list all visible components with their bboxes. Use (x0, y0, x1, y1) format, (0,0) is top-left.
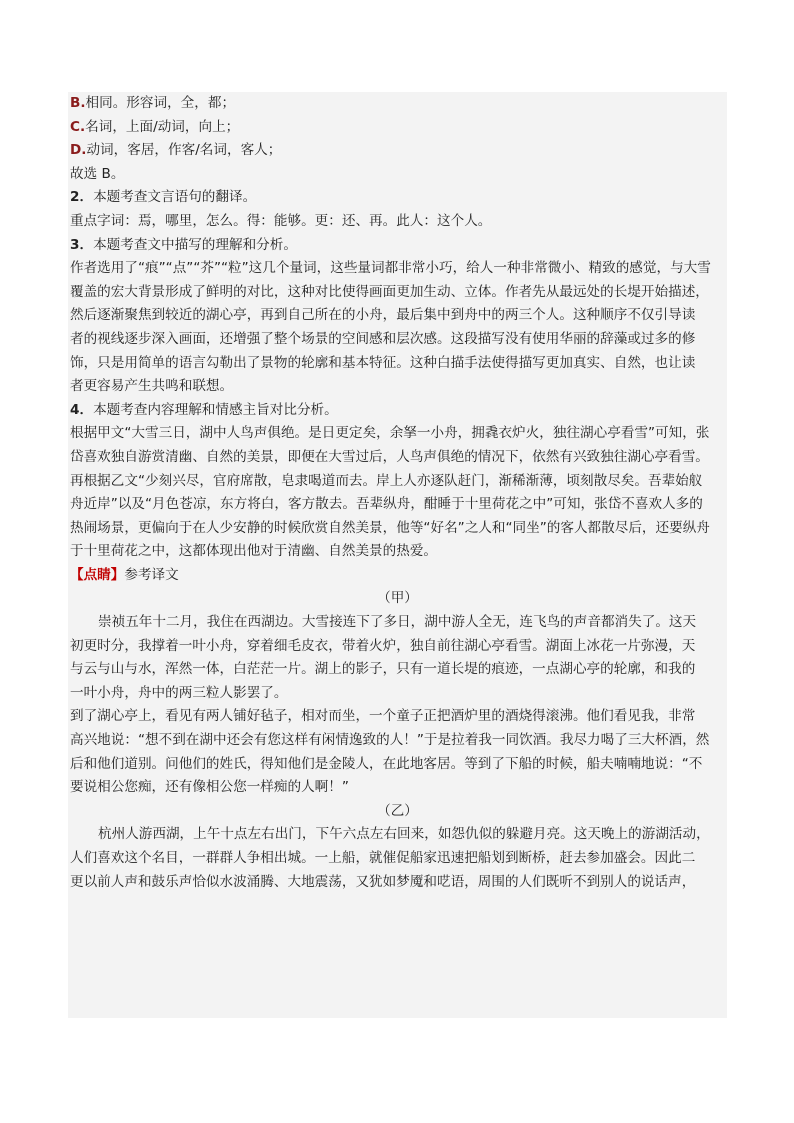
line-text: 本题考查文中描写的理解和分析。 (93, 236, 297, 253)
text-line (70, 210, 725, 234)
document-body (68, 92, 727, 1018)
text-line (70, 304, 725, 328)
dianjing-heading (70, 564, 725, 588)
line-text: 作者选用了“痕”“点”“芥”“粒”这几个量词，这些量词都非常小巧，给人一种非常微小、精致的感觉，与大雪 (70, 260, 711, 277)
line-text: 岱喜欢独自游赏清幽、自然的美景，即便在大雪过后，人鸟声俱绝的情况下，依然有兴致独往湖心亭看雪。 (70, 448, 709, 465)
line-text: 再根据乙文“少刻兴尽，官府席散，皂隶喝道而去。岸上人亦逐队赶门，渐稀渐薄，顷刻散尽矣。吾辈始舣 (70, 472, 703, 489)
line-text: 动词，客居，作客/名词，客人； (86, 142, 282, 159)
line-text: 热闹场景，更偏向于在人少安静的时候欣赏自然美景，他等“好名”之人和“同坐”的客人都散尽后，还要纵舟 (70, 519, 710, 536)
line-text: 本题考查文言语句的翻译。 (93, 189, 257, 206)
text-line (70, 422, 725, 446)
text-line (70, 446, 725, 470)
dianjing-label: 【点睛】 (70, 566, 125, 583)
text-line (70, 92, 725, 116)
jia-translation-continued (70, 705, 725, 799)
line-label: 2． (70, 189, 94, 206)
line-text: 相同。形容词，全，都； (85, 95, 236, 111)
line-text: 根据甲文“大雪三日，湖中人鸟声俱绝。是日更定矣，余拏一小舟，拥毳衣炉火，独往湖心亭看雪”可知，张 (70, 425, 710, 442)
line-text: 本题考查内容理解和情感主旨对比分析。 (93, 401, 338, 418)
text-line (70, 493, 725, 517)
line-text: 饰，只是用简单的语言勾勒出了景物的轮廓和基本特征。这种白描手法使得描写更加真实、自然，也让读 (70, 354, 696, 371)
text-line (70, 328, 725, 352)
line-text: 然后逐渐聚焦到较近的湖心亭，再到自己所在的小舟，最后集中到舟中的两三个人。这种顺序不仅引导读 (70, 307, 696, 324)
text-line (70, 116, 725, 140)
line-text: 者的视线逐步深入画面，还增强了整个场景的空间感和层次感。这段描写没有使用华丽的辞藻或过多的修 (70, 330, 696, 347)
translation-line: 与云与山与水，浑然一体，白茫茫一片。湖上的影子，只有一道长堤的痕迹，一点湖心亭的轮廓，和我的 (70, 661, 696, 678)
translation-line: 高兴地说：“想不到在湖中还会有您这样有闲情逸致的人！”于是拉着我一同饮酒。我尽力喝了三大杯酒，然 (70, 732, 710, 749)
line-text: 名词，上面/动词，向上； (85, 118, 240, 135)
line-label: B. (70, 95, 86, 111)
line-text: 覆盖的宏大背景形成了鲜明的对比，这种对比使得画面更加生动、立体。作者先从最远处的长堤开始描述， (70, 283, 709, 300)
yi-translation (70, 823, 725, 894)
jia-translation (70, 611, 725, 705)
line-label: 4． (70, 401, 94, 418)
text-line (70, 352, 725, 376)
text-line (70, 257, 725, 281)
yi-title: （乙） (377, 802, 418, 819)
translation-line: 人们喜欢这个名目，一群群人争相出城。一上船，就催促船家迅速把船划到断桥，赶去参加盛会。因此二 (70, 850, 696, 866)
text-line (70, 517, 725, 541)
answer-lines (70, 92, 725, 564)
translation-line: 一叶小舟，舟中的两三粒人影罢了。 (70, 684, 288, 701)
line-text: 者更容易产生共鸣和联想。 (70, 378, 234, 395)
translation-line: 更以前人声和鼓乐声恰似水波涌腾、大地震荡，又犹如梦魇和呓语，周围的人们既听不到别人的说话声， (70, 873, 696, 890)
text-line (70, 163, 725, 187)
text-line (70, 540, 725, 564)
dianjing-text: 参考译文 (124, 566, 179, 583)
line-text: 重点字词：焉，哪里，怎么。得：能够。更：还、再。此人：这个人。 (70, 212, 492, 229)
translation-line: 后和他们道别。问他们的姓氏，得知他们是金陵人，在此地客居。等到了下船的时候，船夫喃喃地说：“不 (70, 755, 703, 772)
line-text: 故选 B。 (70, 165, 125, 182)
translation-line: 杭州人游西湖，上午十点左右出门，下午六点左右回来，如怨仇似的躲避月亮。这天晚上的游湖活动， (98, 826, 710, 843)
text-line (70, 281, 725, 305)
translation-line: 崇祯五年十二月，我住在西湖边。大雪接连下了多日，湖中游人全无，连飞鸟的声音都消失了。这天 (98, 614, 697, 631)
text-line (70, 186, 725, 210)
translation-line: 到了湖心亭上，看见有两人铺好毡子，相对而坐，一个童子正把酒炉里的酒烧得滚沸。他们看见我，非常 (70, 708, 696, 725)
translation-line: 初更时分，我撑着一叶小舟，穿着细毛皮衣，带着火炉，独自前往湖心亭看雪。湖面上冰花一片弥漫，天 (70, 637, 696, 654)
jia-title: （甲） (377, 590, 418, 607)
text-line (70, 234, 725, 258)
line-text: 于十里荷花之中，这都体现出他对于清幽、自然美景的热爱。 (70, 543, 438, 560)
line-label: D. (70, 142, 87, 159)
text-line (70, 470, 725, 494)
text-line (70, 399, 725, 423)
line-text: 舟近岸”以及“月色苍凉，东方将白，客方散去。吾辈纵舟，酣睡于十里荷花之中”可知，张岱不喜欢人多的 (70, 496, 703, 513)
text-line (70, 375, 725, 399)
text-line (70, 139, 725, 163)
translation-line: 要说相公您痴，还有像相公您一样痴的人啊！” (70, 779, 349, 796)
line-label: 3． (70, 236, 94, 253)
line-label: C. (70, 118, 86, 135)
